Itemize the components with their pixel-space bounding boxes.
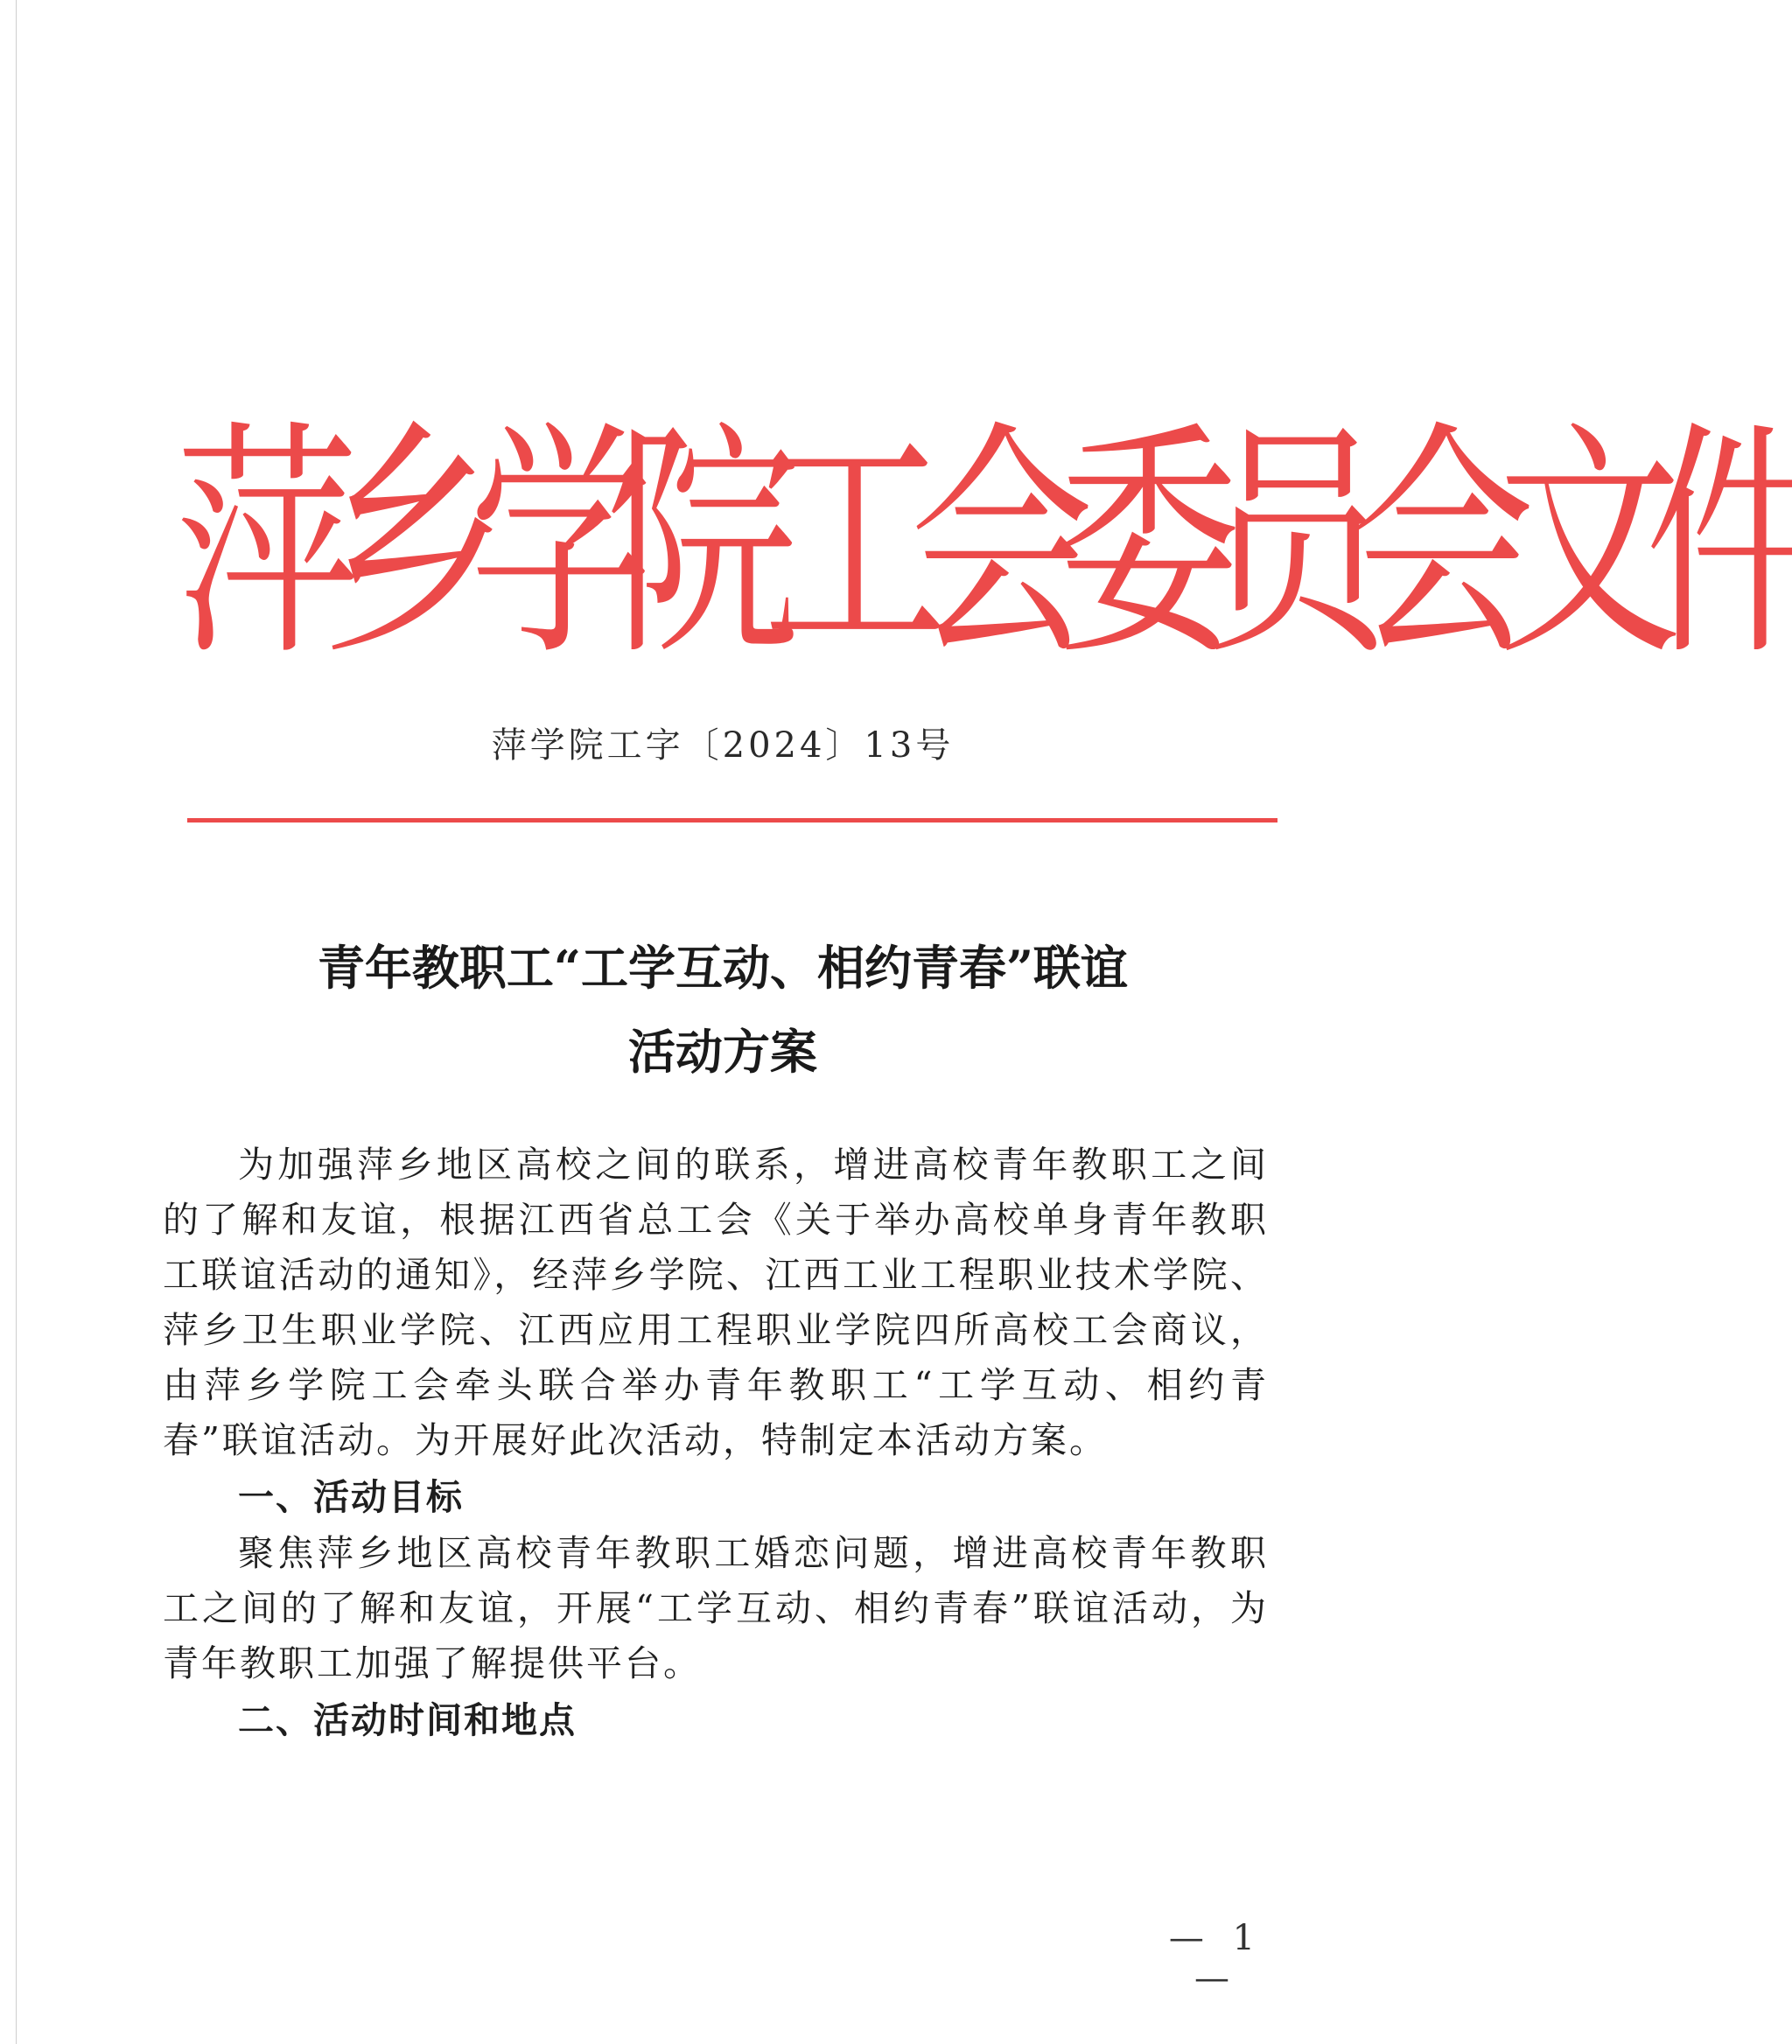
title-line-2: 活动方案 [628,1024,817,1080]
red-divider-line [187,818,1278,822]
title-line-1: 青年教职工“工学互动、相约青春”联谊 [317,940,1129,996]
document-title [0,926,1446,1094]
document-body [163,1138,1269,1749]
page-number: — 1 — [1168,1918,1264,1998]
document-number: 萍学院工字〔2024〕13号 [491,725,955,766]
masthead-title: 萍乡学院工会委员会文件 [175,399,1792,690]
section-2-heading: 二、活动时间和地点 [238,1699,577,1741]
section-1-paragraph: 聚焦萍乡地区高校青年教职工婚恋问题，增进高校青年教职工之间的了解和友谊，开展“工学互动、相约青春”联谊活动，为青年教职工加强了解提供平台。 [163,1532,1269,1684]
section-1-heading: 一、活动目标 [238,1476,464,1518]
intro-paragraph: 为加强萍乡地区高校之间的联系，增进高校青年教职工之间的了解和友谊，根据江西省总工会《关于举办高校单身青年教职工联谊活动的通知》，经萍乡学院、江西工业工程职业技术学院、萍乡卫生职业学院、江西应用工程职业学院四所高校工会商议，由萍乡学院工会牵头联合举办青年教职工“工学互动、相约青春”联谊活动。为开展好此次活动，特制定本活动方案。 [163,1144,1269,1461]
red-masthead [175,399,1792,690]
